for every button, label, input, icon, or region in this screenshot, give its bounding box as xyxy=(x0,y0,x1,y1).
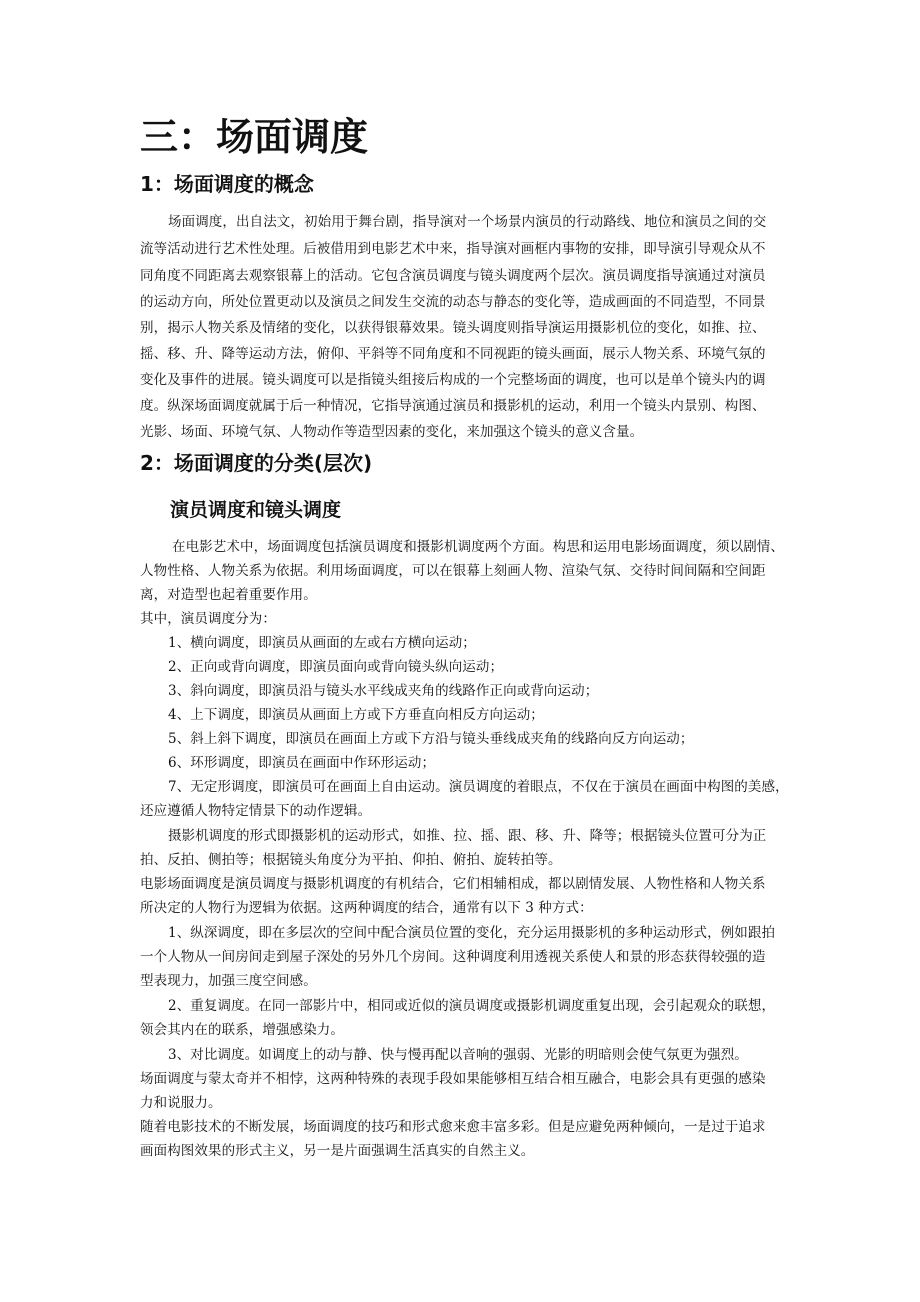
paragraph-line: 一个人物从一间房间走到屋子深处的另外几个房间。这种调度利用透视关系使人和景的形态获得较强的造 xyxy=(140,949,766,965)
paragraph-line: 场面调度与蒙太奇并不相悖，这两种特殊的表现手段如果能够相互结合相互融合，电影会具有更强的感染 xyxy=(140,1071,766,1087)
paragraph-line: 在电影艺术中，场面调度包括演员调度和摄影机调度两个方面。构思和运用电影场面调度，须以剧情、 xyxy=(172,539,784,555)
list-item: 3、对比调度。如调度上的动与静、快与慢再配以音响的强弱、光影的明暗则会使气氛更为强烈。 xyxy=(168,1047,748,1063)
paragraph-line: 的运动方向，所处位置更动以及演员之间发生交流的动态与静态的变化等，造成画面的不同造型，不同景 xyxy=(140,294,766,310)
paragraph-line: 流等活动进行艺术性处理。后被借用到电影艺术中来，指导演对画框内事物的安排，即导演引导观众从不 xyxy=(140,241,766,257)
paragraph-line: 场面调度，出自法文，初始用于舞台剧，指导演对一个场景内演员的行动路线、地位和演员之间的交 xyxy=(168,214,767,230)
paragraph-line: 别，揭示人物关系及情绪的变化，以获得银幕效果。镜头调度则指导演运用摄影机位的变化，如推、拉、 xyxy=(140,320,766,336)
section1-heading: 1：场面调度的概念 xyxy=(140,172,314,196)
section2-subheading: 演员调度和镜头调度 xyxy=(170,499,342,521)
list-item: 1、纵深调度，即在多层次的空间中配合演员位置的变化，充分运用摄影机的多种运动形式，例如跟拍 xyxy=(168,925,776,941)
paragraph-line: 人物性格、人物关系为依据。利用场面调度，可以在银幕上刻画人物、渲染气氛、交待时间间隔和空间距 xyxy=(140,563,766,579)
list-item: 2、重复调度。在同一部影片中，相同或近似的演员调度或摄影机调度重复出现，会引起观众的联想， xyxy=(168,998,776,1014)
paragraph-line: 画面构图效果的形式主义，另一是片面强调生活真实的自然主义。 xyxy=(140,1143,535,1159)
paragraph-line: 光影、场面、环境气氛、人物动作等造型因素的变化，来加强这个镜头的意义含量。 xyxy=(140,424,644,440)
list-item: 4、上下调度，即演员从画面上方或下方垂直向相反方向运动； xyxy=(168,707,544,723)
paragraph-line: 拍、反拍、侧拍等；根据镜头角度分为平拍、仰拍、俯拍、旋转拍等。 xyxy=(140,852,562,868)
paragraph-line: 变化及事件的进展。镜头调度可以是指镜头组接后构成的一个完整场面的调度，也可以是单个镜头内的调 xyxy=(140,372,766,388)
paragraph-line: 还应遵循人物特定情景下的动作逻辑。 xyxy=(140,803,372,819)
paragraph-line: 摇、移、升、降等运动方法，俯仰、平斜等不同角度和不同视距的镜头画面，展示人物关系、环境气氛的 xyxy=(140,346,766,362)
page-title: 三：场面调度 xyxy=(140,115,369,159)
paragraph-line: 其中，演员调度分为： xyxy=(140,611,276,627)
list-item: 7、无定形调度，即演员可在画面上自由运动。演员调度的着眼点，不仅在于演员在画面中构图的美感， xyxy=(168,779,789,795)
paragraph-line: 电影场面调度是演员调度与摄影机调度的有机结合，它们相辅相成，都以剧情发展、人物性格和人物关系 xyxy=(140,876,766,892)
section2-heading: 2：场面调度的分类(层次) xyxy=(140,451,373,475)
list-item: 5、斜上斜下调度，即演员在画面上方或下方沿与镜头垂线成夹角的线路向反方向运动； xyxy=(168,731,694,747)
paragraph-line: 力和说服力。 xyxy=(140,1095,222,1111)
paragraph-line: 随着电影技术的不断发展，场面调度的技巧和形式愈来愈丰富多彩。但是应避免两种倾向，一是过于追求 xyxy=(140,1119,766,1135)
paragraph-line: 型表现力，加强三度空间感。 xyxy=(140,973,317,989)
paragraph-line: 度。纵深场面调度就属于后一种情况，它指导演通过演员和摄影机的运动，利用一个镜头内景别、构图、 xyxy=(140,398,766,414)
paragraph-line: 同角度不同距离去观察银幕上的活动。它包含演员调度与镜头调度两个层次。演员调度指导演通过对演员 xyxy=(140,268,766,284)
list-item: 3、斜向调度，即演员沿与镜头水平线成夹角的线路作正向或背向运动； xyxy=(168,683,599,699)
paragraph-line: 离，对造型也起着重要作用。 xyxy=(140,587,317,603)
list-item: 1、横向调度，即演员从画面的左或右方横向运动； xyxy=(168,635,476,651)
paragraph-line: 所决定的人物行为逻辑为依据。这两种调度的结合，通常有以下 3 种方式： xyxy=(140,900,593,916)
paragraph-line: 领会其内在的联系，增强感染力。 xyxy=(140,1022,344,1038)
paragraph-line: 摄影机调度的形式即摄影机的运动形式，如推、拉、摇、跟、移、升、降等；根据镜头位置可分为正 xyxy=(168,828,767,844)
list-item: 2、正向或背向调度，即演员面向或背向镜头纵向运动； xyxy=(168,659,504,675)
list-item: 6、环形调度，即演员在画面中作环形运动； xyxy=(168,755,436,771)
